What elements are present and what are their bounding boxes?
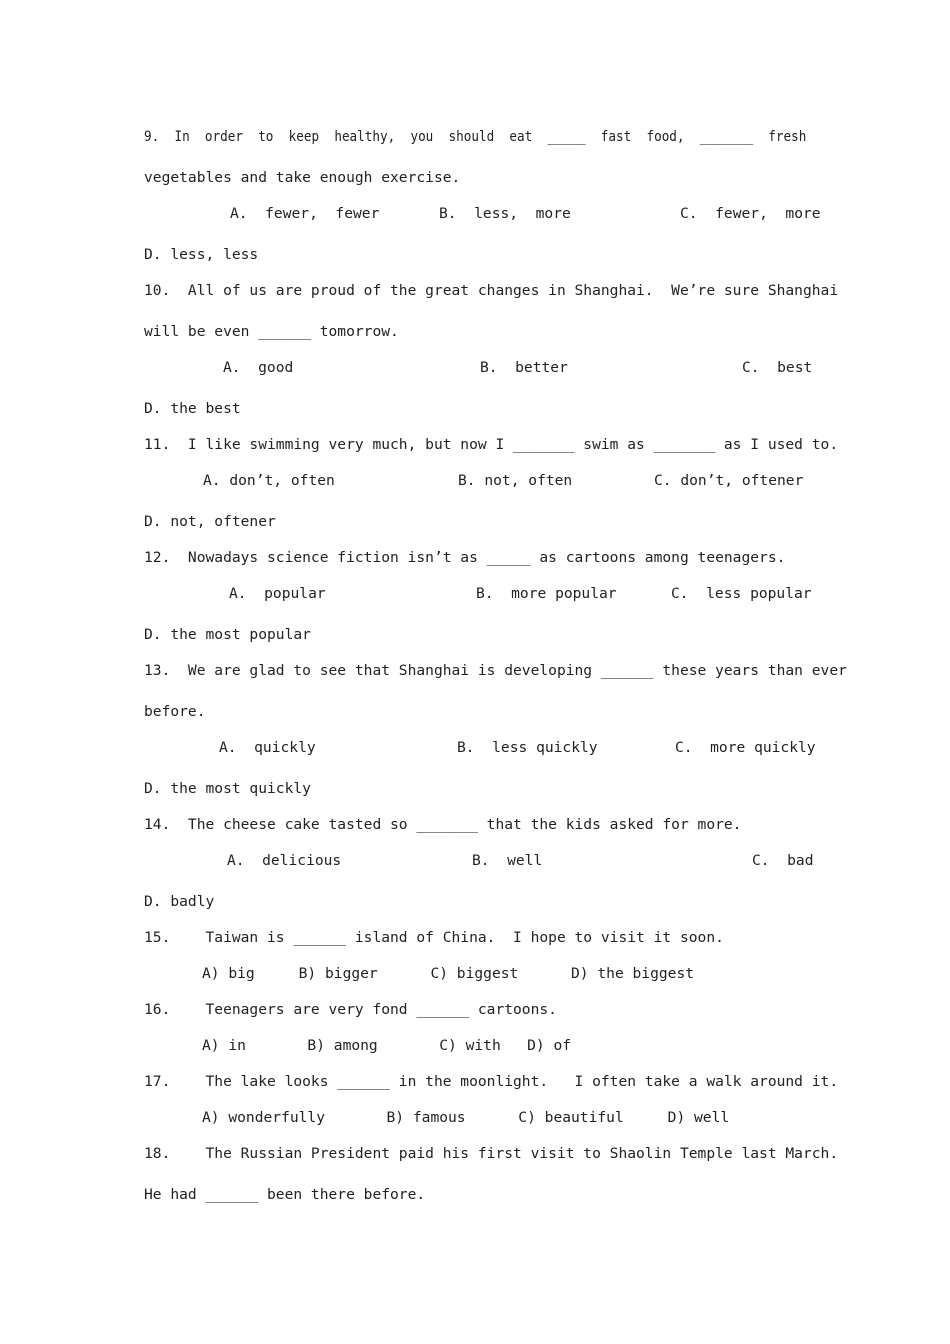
question-10-option-a: A. good: [223, 359, 294, 376]
question-9-option-c: C. fewer, more: [680, 205, 821, 222]
question-18-stem-line2: He had ______ been there before.: [144, 1186, 426, 1203]
question-12-option-b: B. more popular: [476, 585, 617, 602]
question-10-stem-line1: 10. All of us are proud of the great changes in Shanghai. We’re sure Shanghai: [144, 282, 839, 299]
question-14-option-d: D. badly: [144, 893, 215, 910]
question-10-option-d: D. the best: [144, 400, 241, 417]
question-10-option-c: C. best: [742, 359, 813, 376]
question-18-stem-line1: 18. The Russian President paid his first visit to Shaolin Temple last March.: [144, 1145, 839, 1162]
question-11-option-c: C. don’t, oftener: [654, 472, 804, 489]
question-13-stem-line2: before.: [144, 703, 206, 720]
question-13-option-d: D. the most quickly: [144, 780, 311, 797]
question-16-options: A) in B) among C) with D) of: [202, 1037, 572, 1054]
question-13-option-a: A. quickly: [219, 739, 316, 756]
question-16-stem-line1: 16. Teenagers are very fond ______ cartoons.: [144, 1001, 557, 1018]
question-9-stem-text: 9. In order to keep healthy, you should eat _____ fast food, _______ fresh: [144, 128, 807, 145]
question-14-stem-line1: 14. The cheese cake tasted so _______ that the kids asked for more.: [144, 816, 742, 833]
question-12-option-a: A. popular: [229, 585, 326, 602]
question-11-option-d: D. not, oftener: [144, 513, 276, 530]
question-11-stem-line1: 11. I like swimming very much, but now I _______ swim as _______ as I used to.: [144, 436, 839, 453]
question-15-options: A) big B) bigger C) biggest D) the biggest: [202, 965, 695, 982]
question-11-option-b: B. not, often: [458, 472, 573, 489]
question-12-option-c: C. less popular: [671, 585, 812, 602]
question-13-option-b: B. less quickly: [457, 739, 598, 756]
question-9-option-d: D. less, less: [144, 246, 259, 263]
question-17-stem-line1: 17. The lake looks ______ in the moonlight. I often take a walk around it.: [144, 1073, 839, 1090]
question-14-option-a: A. delicious: [227, 852, 342, 869]
question-12-option-d: D. the most popular: [144, 626, 311, 643]
question-12-stem-line1: 12. Nowadays science fiction isn’t as _____ as cartoons among teenagers.: [144, 549, 786, 566]
question-15-stem-line1: 15. Taiwan is ______ island of China. I hope to visit it soon.: [144, 929, 724, 946]
question-9-stem-line2: vegetables and take enough exercise.: [144, 169, 461, 186]
question-13-stem-line1: 13. We are glad to see that Shanghai is developing ______ these years than ever: [144, 662, 847, 679]
question-10-stem-line2: will be even ______ tomorrow.: [144, 323, 399, 340]
question-11-option-a: A. don’t, often: [203, 472, 335, 489]
question-9-stem-line1: [144, 127, 806, 147]
question-9-option-a: A. fewer, fewer: [230, 205, 380, 222]
question-17-options: A) wonderfully B) famous C) beautiful D) well: [202, 1109, 730, 1126]
question-14-option-b: B. well: [472, 852, 543, 869]
question-9-option-b: B. less, more: [439, 205, 571, 222]
question-14-option-c: C. bad: [752, 852, 814, 869]
question-10-option-b: B. better: [480, 359, 568, 376]
question-13-option-c: C. more quickly: [675, 739, 816, 756]
